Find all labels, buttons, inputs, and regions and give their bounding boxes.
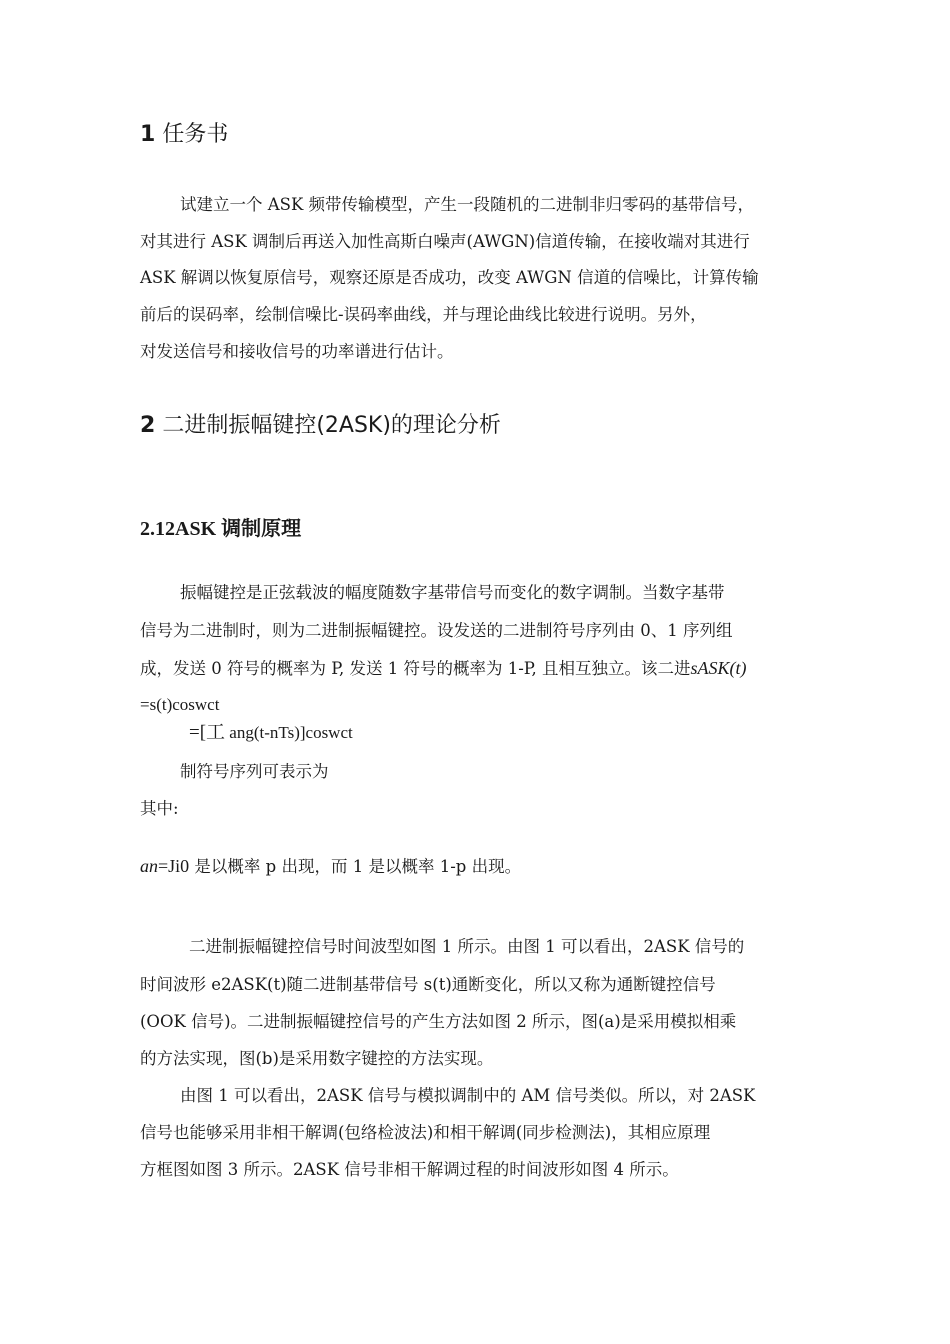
section-1-number: 1 <box>140 122 156 147</box>
symbol-sequence-line: 制符号序列可表示为 <box>180 762 329 781</box>
section-1-heading <box>140 121 228 149</box>
formula-line-2 <box>189 722 353 744</box>
section-2-number: 2 <box>140 413 156 438</box>
paragraph-3-line-1: 二进制振幅键控信号时间波型如图 1 所示。由图 1 可以看出，2ASK 信号的 <box>189 937 745 956</box>
section-1-line-2: 对其进行 ASK 调制后再送入加性高斯白噪声(AWGN)信道传输，在接收端对其进行 <box>140 232 750 251</box>
an-definition-line <box>140 855 521 878</box>
section-1-line-3: ASK 解调以恢复原信号，观察还原是否成功，改变 AWGN 信道的信噪比，计算传输 <box>140 268 759 287</box>
an-definition-text: 是以概率 p 出现，而 1 是以概率 1-p 出现。 <box>189 857 522 876</box>
paragraph-3-line-4: 的方法实现，图(b)是采用数字键控的方法实现。 <box>140 1049 494 1068</box>
formula-line-1: =s(t)coswct <box>140 695 220 714</box>
formula-line-2-rest: ang(t-nTs)]coswct <box>225 723 353 742</box>
an-equation: =Ji0 <box>158 856 190 876</box>
section-2-heading <box>140 412 501 440</box>
an-label: an <box>140 856 158 876</box>
section-2-title: 二进制振幅键控(2ASK)的理论分析 <box>162 413 501 438</box>
where-label: 其中: <box>140 799 179 818</box>
section-1-line-4: 前后的误码率，绘制信噪比-误码率曲线，并与理论曲线比较进行说明。另外， <box>140 305 707 324</box>
section-1-title: 任务书 <box>162 122 229 147</box>
formula-sum-symbol: =[工 <box>189 722 226 743</box>
section-2-1-line-3 <box>140 657 747 680</box>
paragraph-4-line-1: 由图 1 可以看出，2ASK 信号与模拟调制中的 AM 信号类似。所以，对 2ASK <box>180 1086 756 1105</box>
section-2-1-heading: 2.12ASK 调制原理 <box>140 518 302 540</box>
paragraph-3-line-2: 时间波形 e2ASK(t)随二进制基带信号 s(t)通断变化，所以又称为通断键控信号 <box>140 975 716 994</box>
section-2-1-line-1: 振幅键控是正弦载波的幅度随数字基带信号而变化的数字调制。当数字基带 <box>180 583 725 602</box>
section-1-line-1: 试建立一个 ASK 频带传输模型，产生一段随机的二进制非归零码的基带信号， <box>180 195 755 214</box>
section-1-line-5: 对发送信号和接收信号的功率谱进行估计。 <box>140 342 454 361</box>
paragraph-4-line-2: 信号也能够采用非相干解调(包络检波法)和相干解调(同步检测法)，其相应原理 <box>140 1123 711 1142</box>
paragraph-3-line-3: (OOK 信号)。二进制振幅键控信号的产生方法如图 2 所示，图(a)是采用模拟相乘 <box>140 1012 737 1031</box>
section-2-1-line-3-text: 成，发送 0 符号的概率为 P, 发送 1 符号的概率为 1-P, 且相互独立。该二进 <box>140 659 691 678</box>
formula-sask-label: sASK(t) <box>690 658 747 678</box>
paragraph-4-line-3: 方框图如图 3 所示。2ASK 信号非相干解调过程的时间波形如图 4 所示。 <box>140 1160 679 1179</box>
section-2-1-line-2: 信号为二进制时，则为二进制振幅键控。设发送的二进制符号序列由 0、1 序列组 <box>140 621 733 640</box>
